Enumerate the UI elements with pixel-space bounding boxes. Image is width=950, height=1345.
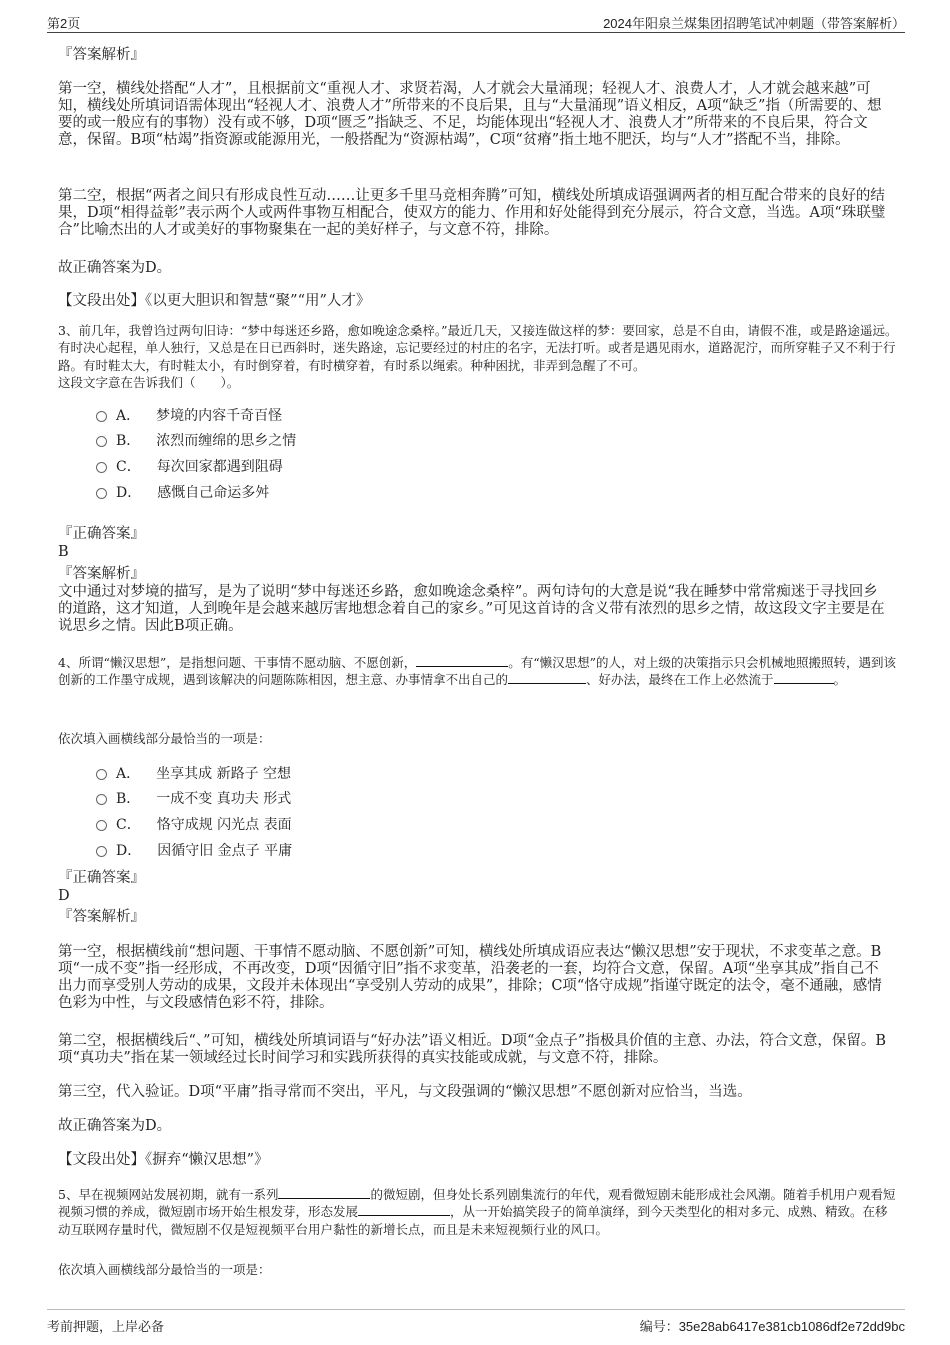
radio-icon[interactable]: [96, 820, 107, 831]
radio-icon[interactable]: [96, 462, 107, 473]
document-title: 2024年阳泉兰煤集团招聘笔试冲刺题（带答案解析）: [603, 16, 905, 31]
option-letter: C．: [116, 817, 141, 833]
option-letter: A．: [116, 408, 141, 424]
q5-stem-part-b: 的微短剧，但身处长系列剧集流行的年代，观看微短剧未能形成社会风潮。随着手机用户观看短视频习惯的养成，微短剧市场开始生根发芽，形态发展: [58, 1187, 896, 1220]
q4-stem: [58, 654, 898, 689]
q4-answer-label: 『正确答案』: [58, 870, 145, 886]
q4-question: 依次填入画横线部分最恰当的一项是：: [58, 731, 271, 746]
radio-icon[interactable]: [96, 488, 107, 499]
q2-analysis-para2: 第二空，根据“两者之间只有形成良性互动……让更多千里马竞相奔腾”可知，横线处所填成语强调两者的相互配合带来的良好的结果，D项“相得益彰”表示两个人或两件事物互相配合，使双方的能力、作用和好处能得到充分展示，符合文意，当选。A项“珠联璧合”比喻杰出的人才或美好的事物聚集在一起的美好样子，与文意不符，排除。: [58, 188, 886, 238]
blank-2: [508, 671, 586, 684]
q4-analysis-para1: 第一空，根据横线前“想问题、干事情不愿动脑、不愿创新”可知，横线处所填成语应表达“懒汉思想”安于现状，不求变革之意。B项“一成不变”指一经形成，不再改变，D项“因循守旧”指不求变革，沿袭老的一套，均符合文意，保留。A项“坐享其成”指自己不出力而享受别人劳动的成果，文段并未体现出“享受别人劳动的成果”，排除；C项“恪守成规”指谨守既定的法令，毫不通融，感情色彩为中性，与文段感情色彩不符，排除。: [58, 944, 882, 1011]
radio-icon[interactable]: [96, 436, 107, 447]
q4-analysis-label: 『答案解析』: [58, 909, 145, 925]
q4-option-a[interactable]: [96, 764, 291, 784]
q4-source: 【文段出处】《摒弃“懒汉思想”》: [58, 1152, 269, 1168]
option-letter: B．: [116, 791, 141, 807]
radio-icon[interactable]: [96, 769, 107, 780]
option-letter: C．: [116, 459, 141, 475]
radio-icon[interactable]: [96, 794, 107, 805]
q4-analysis-para3: 第三空，代入验证。D项“平庸”指寻常而不突出，平凡，与文段强调的“懒汉思想”不愿创新对应恰当，当选。: [58, 1084, 752, 1100]
footer-serial: 编号：35e28ab6417e381cb1086df2e72dd9bc: [639, 1319, 905, 1334]
q4-stem-part-b: 。有“懒汉思想”的人，对上级的决策指示只会机械地照搬照转，遇到该创新的工作墨守成规，遇到该解决的问题陈陈相因，想主意、办事情拿不出自己的: [58, 655, 897, 688]
radio-icon[interactable]: [96, 846, 107, 857]
q3-answer: B: [58, 544, 69, 560]
blank-1: [416, 654, 508, 667]
q3-analysis-label: 『答案解析』: [58, 566, 145, 582]
q2-analysis-label: 『答案解析』: [58, 47, 145, 63]
q4-analysis-para2: 第二空，根据横线后“、”可知，横线处所填词语与“好办法”语义相近。D项“金点子”指极具价值的主意、办法，符合文意，保留。B项“真功夫”指在某一领域经过长时间学习和实践所获得的真实技能或成就，与文意不符，排除。: [58, 1033, 887, 1066]
q3-option-c[interactable]: [96, 457, 283, 477]
blank-3: [774, 671, 834, 684]
option-letter: D．: [116, 485, 142, 501]
option-text: 浓烈而缠绵的思乡之情: [156, 433, 297, 449]
option-letter: D．: [116, 843, 142, 859]
page-header: [47, 10, 905, 33]
q2-analysis-para1: 第一空，横线处搭配“人才”，且根据前文“重视人才、求贤若渴，人才就会大量涌现；轻视人才、浪费人才，人才就会越来越”可知，横线处所填词语需体现出“轻视人才、浪费人才”所带来的不良后果，且与“大量涌现”语义相反，A项“缺乏”指（所需要的、想要的或一般应有的事物）没有或不够，D项“匮乏”指缺乏、不足，均能体现出“轻视人才、浪费人才”所带来的不良后果，符合文意，保留。B项“枯竭”指资源或能源用光，一般搭配为“资源枯竭”，C项“贫瘠”指土地不肥沃，均与“人才”搭配不当，排除。: [58, 81, 882, 148]
q3-stem: [58, 322, 898, 391]
option-text: 因循守旧 金点子 平庸: [157, 843, 293, 859]
option-text: 坐享其成 新路子 空想: [156, 766, 292, 782]
q4-conclusion: 故正确答案为D。: [58, 1118, 172, 1134]
q5-question: 依次填入画横线部分最恰当的一项是：: [58, 1262, 271, 1277]
option-text: 恪守成规 闪光点 表面: [156, 817, 292, 833]
q5-stem-part-a: 5、早在视频网站发展初期，就有一系列: [58, 1187, 279, 1202]
page-footer: [47, 1309, 905, 1338]
q2-source: 【文段出处】《以更大胆识和智慧“聚”“用”人才》: [58, 293, 371, 309]
q5-stem-part-c: ，从一开始搞笑段子的简单演绎，到今天类型化的相对多元、成熟、精致。在移动互联网存量时代，微短剧不仅是短视频平台用户黏性的新增长点，而且是未来短视频行业的风口。: [58, 1204, 888, 1237]
q4-option-b[interactable]: [96, 789, 291, 809]
option-text: 梦境的内容千奇百怪: [156, 408, 283, 424]
q3-stem-text: 3、前几年，我曾诌过两句旧诗：“梦中每迷还乡路，愈如晚途念桑梓。”最近几天，又接连做这样的梦：要回家，总是不自由，请假不准，或是路途遥远。有时决心起程，单人独行，又总是在日已西斜时，迷失路途，忘记要经过的村庄的名字，无法打听。或者是遇见雨水，道路泥泞，而所穿鞋子又不利于行路。有时鞋太大，有时鞋太小，有时倒穿着，有时横穿着，有时系以绳索。种种困扰，非弄到急醒了不可。: [58, 323, 898, 373]
q4-option-d[interactable]: [96, 841, 292, 861]
radio-icon[interactable]: [96, 411, 107, 422]
q3-option-d[interactable]: [96, 483, 269, 503]
q4-stem-part-d: 。: [833, 672, 847, 688]
q4-option-c[interactable]: [96, 815, 292, 835]
q3-option-b[interactable]: [96, 431, 296, 451]
q4-answer: D: [58, 888, 70, 904]
option-letter: A．: [116, 766, 141, 782]
q3-answer-label: 『正确答案』: [58, 526, 145, 542]
q3-question: 这段文字意在告诉我们（ ）。: [58, 374, 240, 390]
q4-stem-part-a: 4、所谓“懒汉思想”，是指想问题、干事情不愿动脑、不愿创新，: [58, 655, 417, 670]
q3-option-a[interactable]: [96, 406, 282, 426]
option-text: 感慨自己命运多舛: [157, 485, 270, 501]
q4-stem-part-c: 、好办法，最终在工作上必然流于: [586, 672, 774, 688]
page-number: 第2页: [47, 16, 81, 31]
q5-stem: [58, 1186, 898, 1238]
q2-conclusion: 故正确答案为D。: [58, 260, 172, 276]
q3-analysis: 文中通过对梦境的描写，是为了说明“梦中每迷还乡路，愈如晚途念桑梓”。两句诗句的大意是说“我在睡梦中常常痴迷于寻找回乡的道路，这才知道，人到晚年是会越来越厉害地想念着自己的家乡。”可见这首诗的含义带有浓烈的思乡之情，故这段文字主要是在说思乡之情。因此B项正确。: [58, 584, 885, 634]
option-text: 一成不变 真功夫 形式: [156, 791, 292, 807]
blank-2: [358, 1203, 450, 1216]
blank-1: [278, 1186, 370, 1199]
option-letter: B．: [116, 433, 141, 449]
footer-slogan: 考前押题，上岸必备: [47, 1319, 165, 1334]
option-text: 每次回家都遇到阻碍: [156, 459, 283, 475]
